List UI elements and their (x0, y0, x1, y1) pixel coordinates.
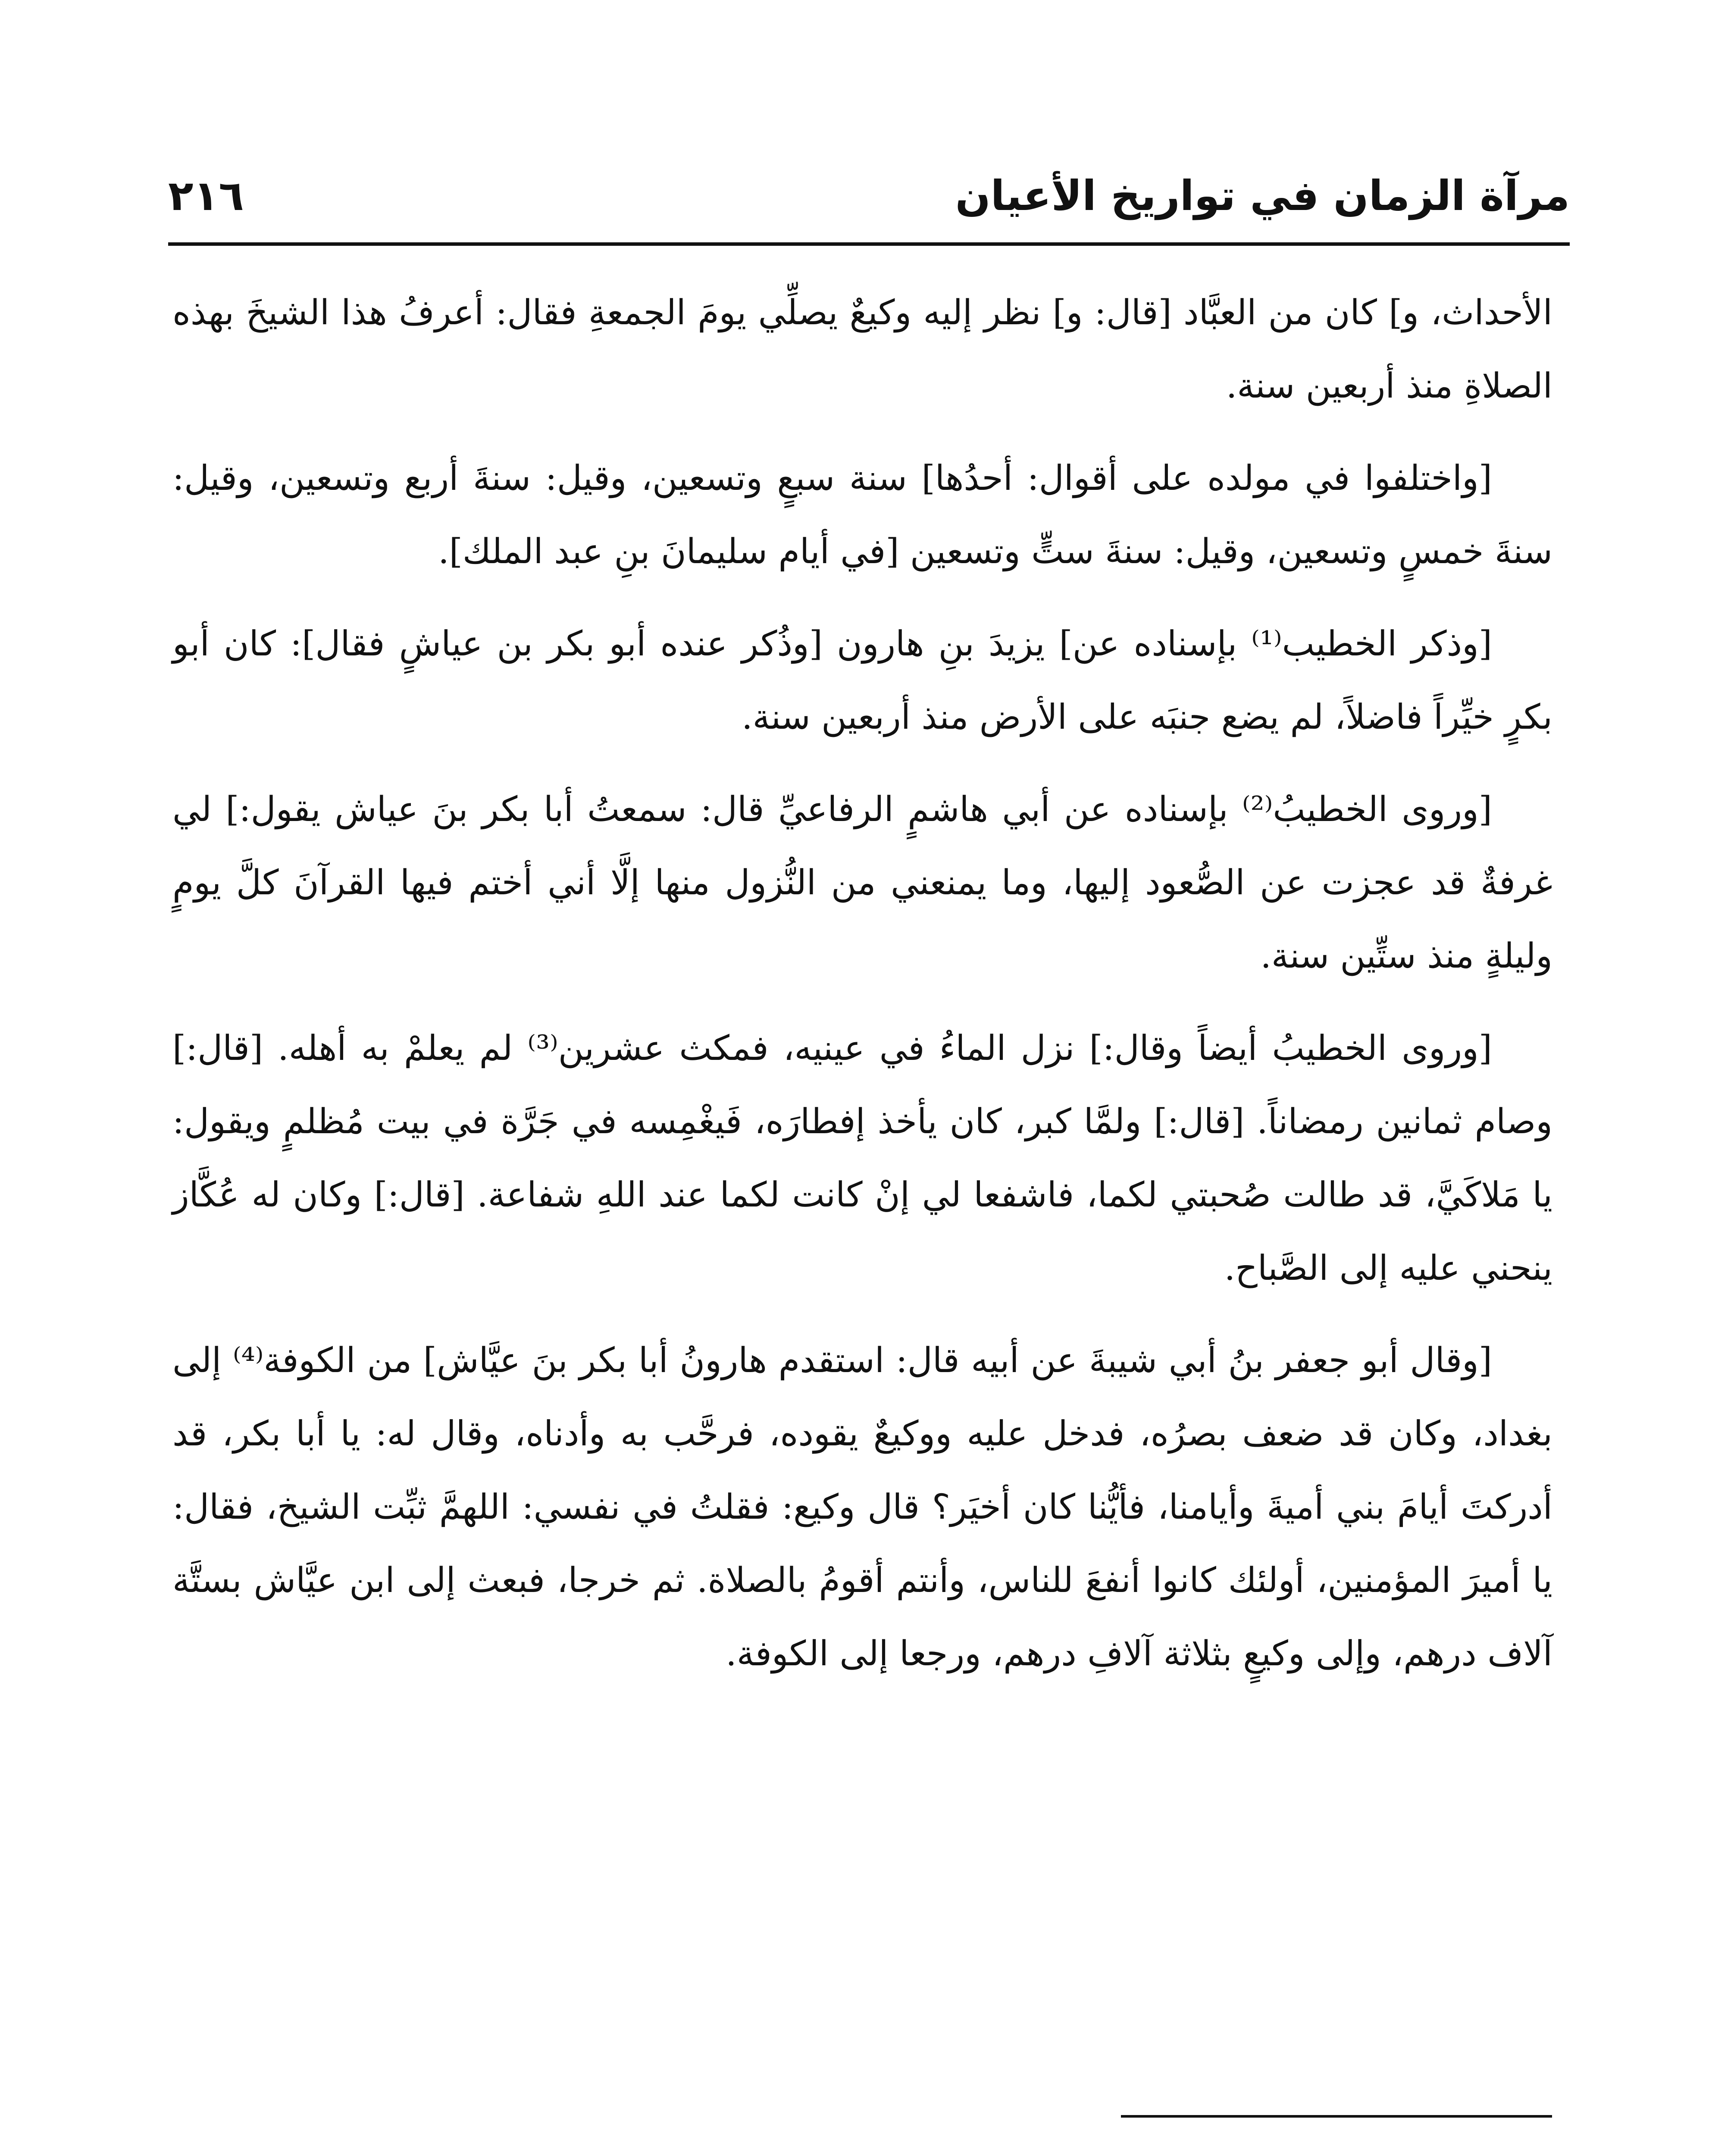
header-rule (168, 242, 1570, 246)
running-title: مرآة الزمان في تواريخ الأعيان (955, 172, 1570, 220)
paragraph: [وروى الخطيبُ⁽²⁾ بإسناده عن أبي هاشمٍ الرفاعيِّ قال: سمعتُ أبا بكر بنَ عياش يقول:] لي غرفةٌ قد عجزت عن الصُّعود إليها، وما يمنعني من النُّزول منها إلَّا أني أختم فيها القرآنَ كلَّ يومٍ وليلةٍ منذ ستِّين سنة. (172, 789, 1552, 976)
paragraph: [واختلفوا في مولده على أقوال: أحدُها] سنة سبعٍ وتسعين، وقيل: سنةَ أربع وتسعين، وقيل: سنةَ خمسٍ وتسعين، وقيل: سنةَ ستٍّ وتسعين [في أيام سليمانَ بنِ عبد الملك]. (172, 458, 1552, 571)
page-number: ٢١٦ (168, 172, 244, 220)
main-text (172, 276, 1552, 1709)
paragraph: الأحداث، و] كان من العبَّاد [قال: و] نظر إليه وكيعٌ يصلِّي يومَ الجمعةِ فقال: أعرفُ هذا الشيخَ بهذه الصلاةِ منذ أربعين سنة. (172, 292, 1552, 406)
paragraph: [وروى الخطيبُ أيضاً وقال:] نزل الماءُ في عينيه، فمكث عشرين⁽³⁾ لم يعلمْ به أهله. [قال:] وصام ثمانين رمضاناً. [قال:] ولمَّا كبر، كان يأخذ إفطارَه، فَيغْمِسه في جَرَّة في بيت مُظلمٍ ويقول: يا مَلاكَيَّ، قد طالت صُحبتي لكما، فاشفعا لي إنْ كانت لكما عند اللهِ شفاعة. [قال:] وكان له عُكَّاز ينحني عليه إلى الصَّباح. (172, 1028, 1552, 1288)
footnotes (172, 2145, 1552, 2156)
page-header (168, 147, 1570, 229)
footnote (172, 2145, 1552, 2156)
paragraph: [وقال أبو جعفر بنُ أبي شيبةَ عن أبيه قال: استقدم هارونُ أبا بكر بنَ عيَّاش] من الكوفة⁽⁴⁾ إلى بغداد، وكان قد ضعف بصرُه، فدخل عليه ووكيعٌ يقوده، فرحَّب به وأدناه، وقال له: يا أبا بكر، قد أدركتَ أيامَ بني أميةَ وأيامنا، فأيُّنا كان أخيَر؟ قال وكيع: فقلتُ في نفسي: اللهمَّ ثبِّت الشيخ، فقال: يا أميرَ المؤمنين، أولئك كانوا أنفعَ للناس، وأنتم أقومُ بالصلاة. ثم خرجا، فبعث إلى ابن عيَّاش بستَّة آلاف درهم، وإلى وكيعٍ بثلاثة آلافِ درهم، ورجعا إلى الكوفة. (172, 1340, 1552, 1673)
footnote-rule (1121, 2115, 1552, 2118)
paragraph: [وذكر الخطيب⁽¹⁾ بإسناده عن] يزيدَ بنِ هارون [وذُكر عنده أبو بكر بن عياشٍ فقال]: كان أبو بكرٍ خيِّراً فاضلاً، لم يضع جنبَه على الأرض منذ أربعين سنة. (172, 624, 1552, 737)
